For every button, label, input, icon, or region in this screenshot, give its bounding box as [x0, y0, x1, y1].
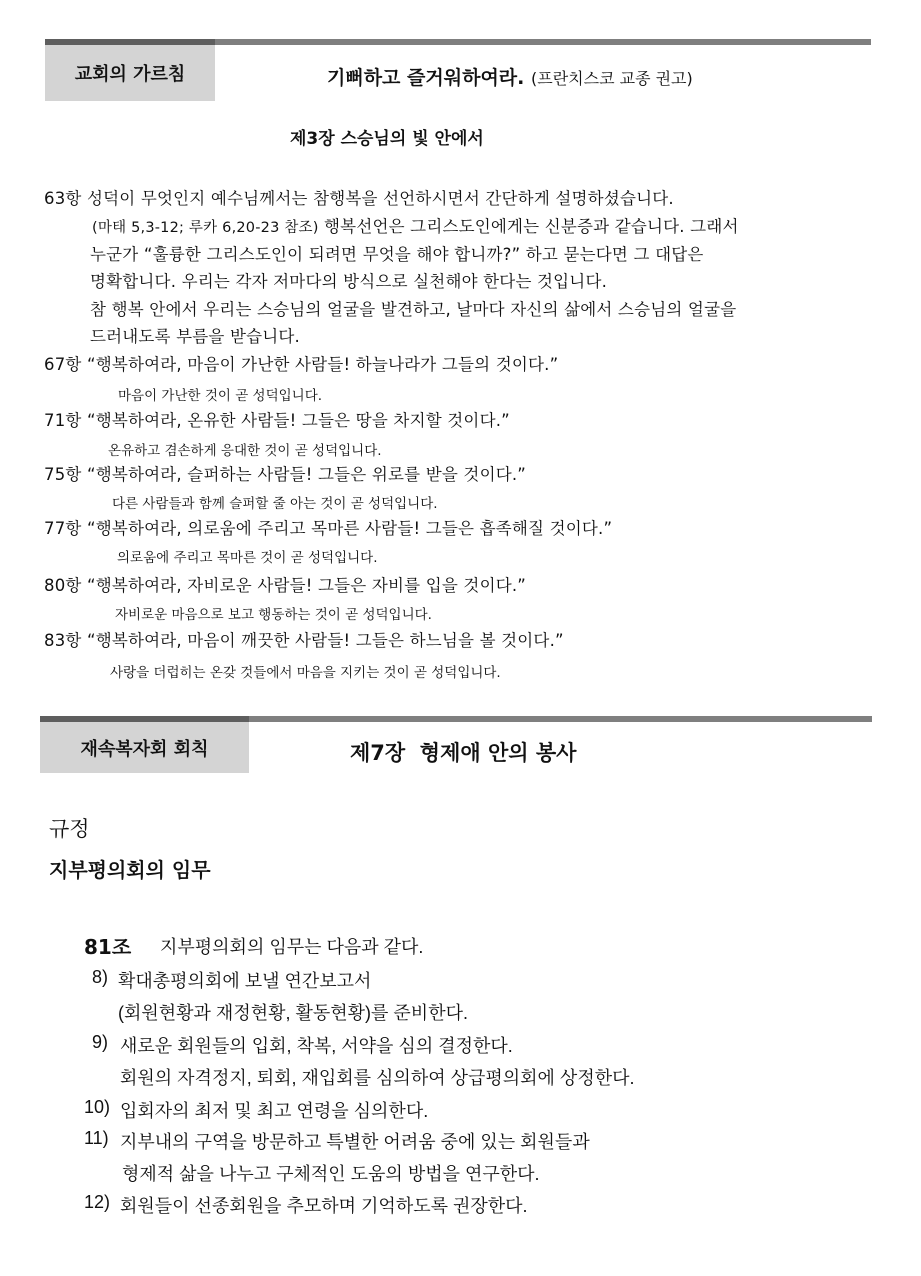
beatitude-80-note: 자비로운 마음으로 보고 행동하는 것이 곧 성덕입니다. [115, 607, 432, 623]
duty-8-number: 8) [92, 967, 109, 987]
duty-9-line1: 새로운 회원들의 입회, 착복, 서약을 심의 결정한다. [120, 1036, 513, 1056]
duty-8-line2: (회원현황과 재정현황, 활동현황)를 준비한다. [118, 1003, 468, 1023]
section1-title [327, 63, 693, 90]
duty-10-line1: 입회자의 최저 및 최고 연령을 심의한다. [120, 1101, 429, 1121]
beatitude-77-note: 의로움에 주리고 목마른 것이 곧 성덕입니다. [117, 550, 378, 566]
duty-8-line1: 확대총평의회에 보낼 연간보고서 [118, 971, 372, 991]
duty-11-number: 11) [84, 1128, 109, 1148]
para63-line5: 참 행복 안에서 우리는 스승님의 얼굴을 발견하고, 날마다 자신의 삶에서 스승님의 얼굴을 [90, 300, 737, 319]
section1-title-main: 기뻐하고 즐거워하여라. [327, 67, 525, 89]
para63-line2-rest: 행복선언은 그리스도인에게는 신분증과 같습니다. 그래서 [318, 217, 739, 236]
section2-title: 제7장 형제애 안의 봉사 [350, 741, 577, 765]
beatitude-80: 80항 “행복하여라, 자비로운 사람들! 그들은 자비를 입을 것이다.” [44, 576, 527, 595]
duty-9-number: 9) [92, 1032, 109, 1052]
section2-heading-duties: 지부평의회의 임무 [49, 858, 211, 882]
duty-11-line2: 형제적 삶을 나누고 구체적인 도움의 방법을 연구한다. [122, 1164, 540, 1184]
beatitude-67: 67항 “행복하여라, 마음이 가난한 사람들! 하늘나라가 그들의 것이다.” [44, 355, 559, 374]
section2-heading-rules: 규정 [49, 817, 90, 841]
section2-tab-label: 재속복자회 회칙 [80, 738, 209, 760]
beatitude-75-note: 다른 사람들과 함께 슬퍼할 줄 아는 것이 곧 성덕입니다. [112, 496, 438, 512]
beatitude-71: 71항 “행복하여라, 온유한 사람들! 그들은 땅을 차지할 것이다.” [44, 411, 510, 430]
para63-ref: (마태 5,3-12; 루카 6,20-23 참조) [92, 220, 319, 236]
duty-11-line1: 지부내의 구역을 방문하고 특별한 어려움 중에 있는 회원들과 [120, 1132, 590, 1152]
beatitude-75: 75항 “행복하여라, 슬퍼하는 사람들! 그들은 위로를 받을 것이다.” [44, 465, 527, 484]
beatitude-67-note: 마음이 가난한 것이 곧 성덕입니다. [118, 388, 323, 404]
article-81-number: 81조 [84, 935, 132, 959]
section1-tab [45, 45, 215, 101]
duty-9-line2: 회원의 자격정지, 퇴회, 재입회를 심의하여 상급평의회에 상정한다. [120, 1068, 635, 1088]
beatitude-71-note: 온유하고 겸손하게 응대한 것이 곧 성덕입니다. [108, 443, 382, 459]
duty-12-line1: 회원들이 선종회원을 추모하며 기억하도록 권장한다. [120, 1196, 528, 1216]
article-81-text: 지부평의회의 임무는 다음과 같다. [160, 937, 424, 957]
para63-line4: 명확합니다. 우리는 각자 저마다의 방식으로 실천해야 한다는 것입니다. [90, 272, 608, 291]
beatitude-83: 83항 “행복하여라, 마음이 깨끗한 사람들! 그들은 하느님을 볼 것이다.” [44, 631, 564, 650]
para63-line2 [92, 213, 739, 237]
section1-tab-label: 교회의 가르침 [74, 64, 186, 85]
para63-line1: 63항 성덕이 무엇인지 예수님께서는 참행복을 선언하시면서 간단하게 설명하셨습니다. [44, 189, 674, 208]
duty-10-number: 10) [84, 1097, 111, 1117]
para63-line3: 누군가 “훌륭한 그리스도인이 되려면 무엇을 해야 합니까?” 하고 묻는다면 그 대답은 [90, 245, 704, 264]
section2-tab [40, 722, 249, 773]
duty-12-number: 12) [84, 1192, 111, 1212]
beatitude-77: 77항 “행복하여라, 의로움에 주리고 목마른 사람들! 그들은 흡족해질 것이다.” [44, 519, 613, 538]
section1-title-sub: (프란치스코 교종 권고) [531, 69, 693, 88]
beatitude-83-note: 사랑을 더럽히는 온갖 것들에서 마음을 지키는 것이 곧 성덕입니다. [110, 665, 501, 681]
para63-line6: 드러내도록 부름을 받습니다. [90, 327, 301, 346]
section1-chapter: 제3장 스승님의 빛 안에서 [290, 129, 484, 149]
